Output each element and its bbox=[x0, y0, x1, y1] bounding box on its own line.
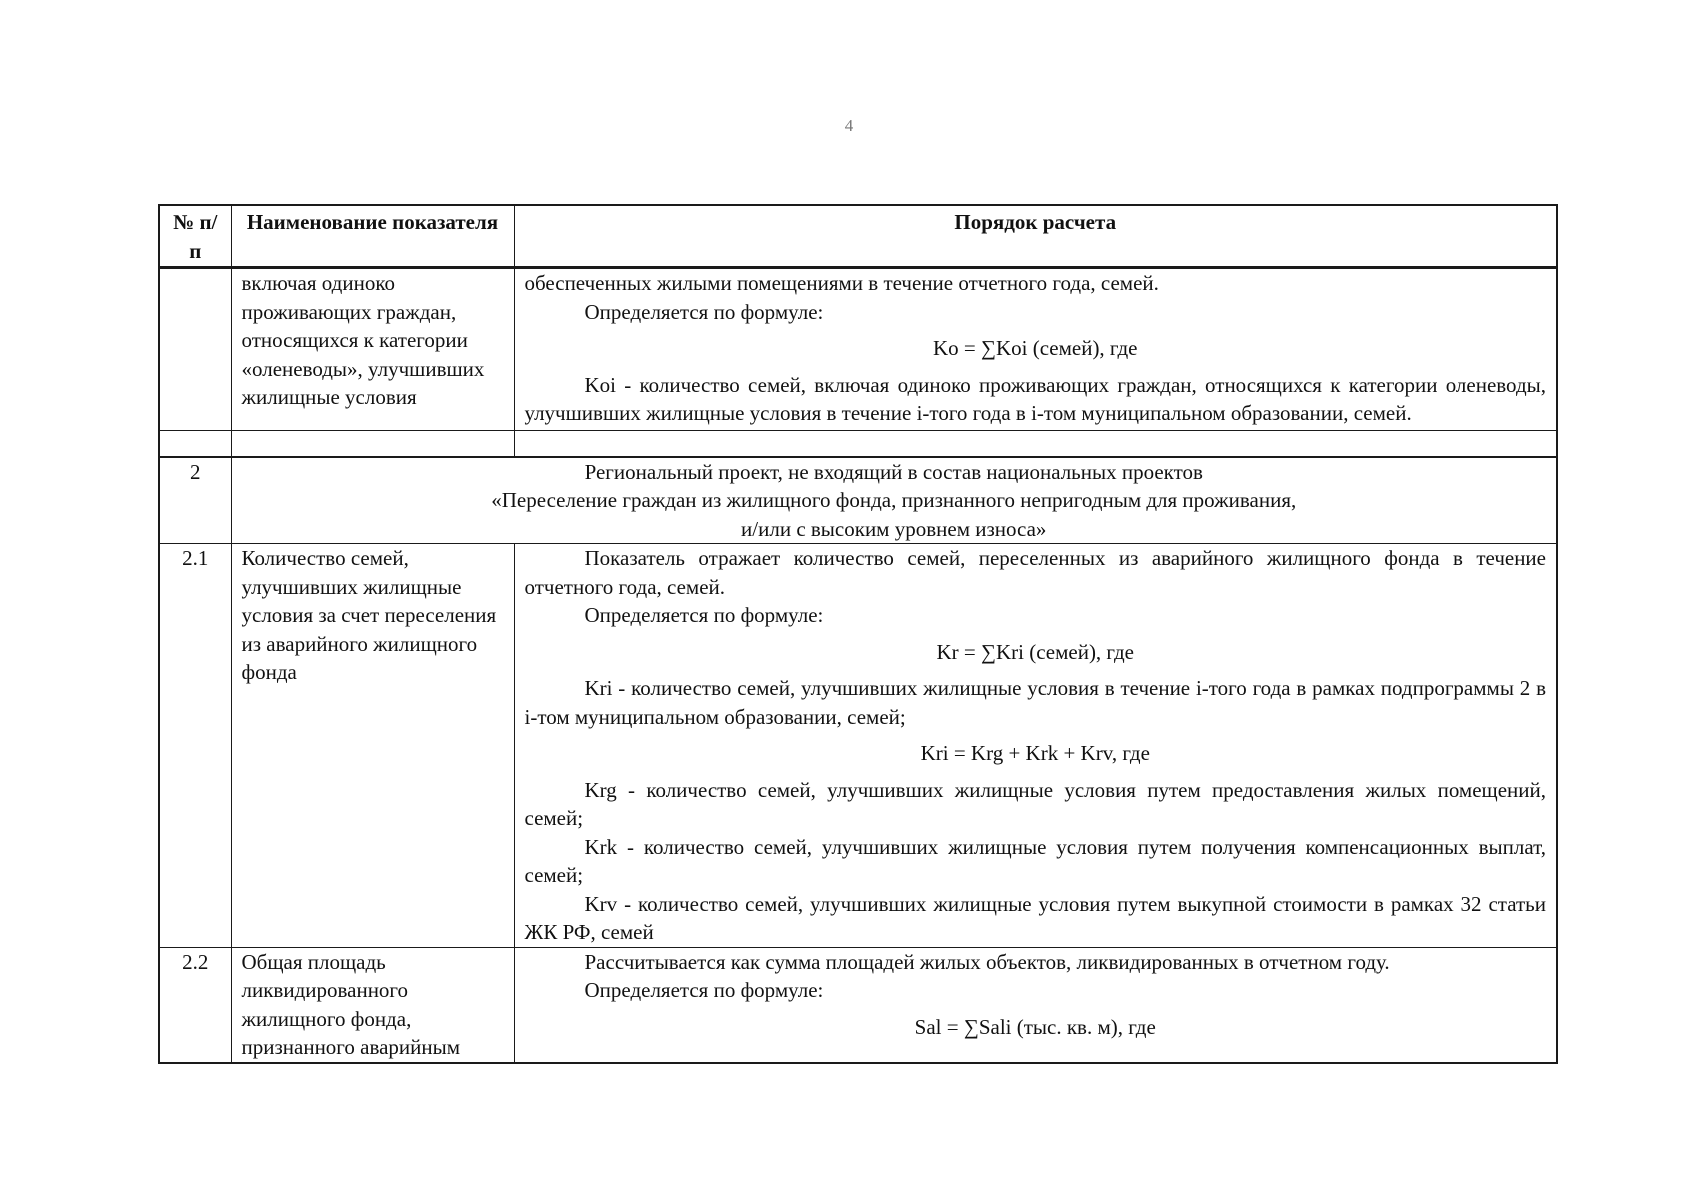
header-calc: Порядок расчета bbox=[514, 205, 1557, 268]
calc-paragraph: обеспеченных жилыми помещениями в течение отчетного года, семей. bbox=[524, 271, 1159, 295]
calc-paragraph: Рассчитывается как сумма площадей жилых объектов, ликвидированных в отчетном году. bbox=[584, 949, 1390, 974]
calc-cell bbox=[514, 544, 1557, 948]
table-row bbox=[159, 947, 1557, 1063]
table-row bbox=[159, 544, 1557, 948]
row-num-cell bbox=[159, 268, 231, 431]
section-title-line: Региональный проект, не входящий в состав национальных проектов bbox=[584, 459, 1203, 484]
row-num: 2.2 bbox=[159, 947, 231, 1063]
calc-paragraph: Определяется по формуле: bbox=[584, 299, 824, 324]
formula: Kr = ∑Kri (семей), где bbox=[936, 639, 1135, 664]
calc-paragraph: Krv - количество семей, улучшивших жилищные условия путем выкупной стоимости в рамках 32 статьи ЖК РФ, семей bbox=[524, 891, 1546, 944]
formula: Ko = ∑Koi (семей), где bbox=[932, 336, 1138, 360]
header-name: Наименование показателя bbox=[231, 205, 514, 268]
indicator-name: включая одиноко проживающих граждан, относящихся к категории «оленеводы», улучшивших жилищные условия bbox=[231, 268, 514, 431]
row-num: 2.1 bbox=[159, 544, 231, 948]
indicator-name: Общая площадь ликвидированного жилищного фонда, признанного аварийным bbox=[231, 947, 514, 1063]
empty-row bbox=[159, 430, 1557, 457]
section-title-line: «Переселение граждан из жилищного фонда, признанного непригодным для проживания, bbox=[491, 488, 1297, 512]
section-title-line: и/или с высоким уровнем износа» bbox=[741, 516, 1047, 541]
formula: Kri = Krg + Krk + Krv, где bbox=[920, 741, 1150, 765]
indicators-table bbox=[158, 204, 1558, 1064]
calc-paragraph: Показатель отражает количество семей, переселенных из аварийного жилищного фонда в течение отчетного года, семей. bbox=[524, 546, 1546, 599]
calc-paragraph: Krg - количество семей, улучшивших жилищные условия путем предоставления жилых помещений, семей; bbox=[524, 777, 1546, 830]
empty-cell bbox=[514, 430, 1557, 457]
empty-cell bbox=[231, 430, 514, 457]
table-header-row bbox=[159, 205, 1557, 268]
header-num: № п/п bbox=[159, 205, 231, 268]
calc-cell bbox=[514, 268, 1557, 431]
calc-paragraph: Koi - количество семей, включая одиноко проживающих граждан, относящихся к категории оленеводы, улучшивших жилищные условия в течение i-того года в i-том муниципальном образовании, семей. bbox=[524, 372, 1546, 425]
calc-paragraph: Определяется по формуле: bbox=[584, 978, 824, 1002]
calc-paragraph: Kri - количество семей, улучшивших жилищные условия в течение i-того года в рамках подпрограммы 2 в i-том муниципальном образовании, семей; bbox=[524, 676, 1546, 729]
calc-paragraph: Определяется по формуле: bbox=[584, 603, 824, 627]
section-title bbox=[231, 457, 1557, 544]
section-num: 2 bbox=[159, 457, 231, 544]
calc-paragraph: Krk - количество семей, улучшивших жилищные условия путем получения компенсационных выплат, семей; bbox=[524, 834, 1546, 887]
section-row bbox=[159, 457, 1557, 544]
calc-cell bbox=[514, 947, 1557, 1063]
empty-cell bbox=[159, 430, 231, 457]
indicator-name: Количество семей, улучшивших жилищные условия за счет переселения из аварийного жилищного фонда bbox=[231, 544, 514, 948]
page-number: 4 bbox=[844, 116, 854, 135]
formula: Sal = ∑Sali (тыс. кв. м), где bbox=[914, 1014, 1156, 1039]
table-row bbox=[159, 268, 1557, 431]
